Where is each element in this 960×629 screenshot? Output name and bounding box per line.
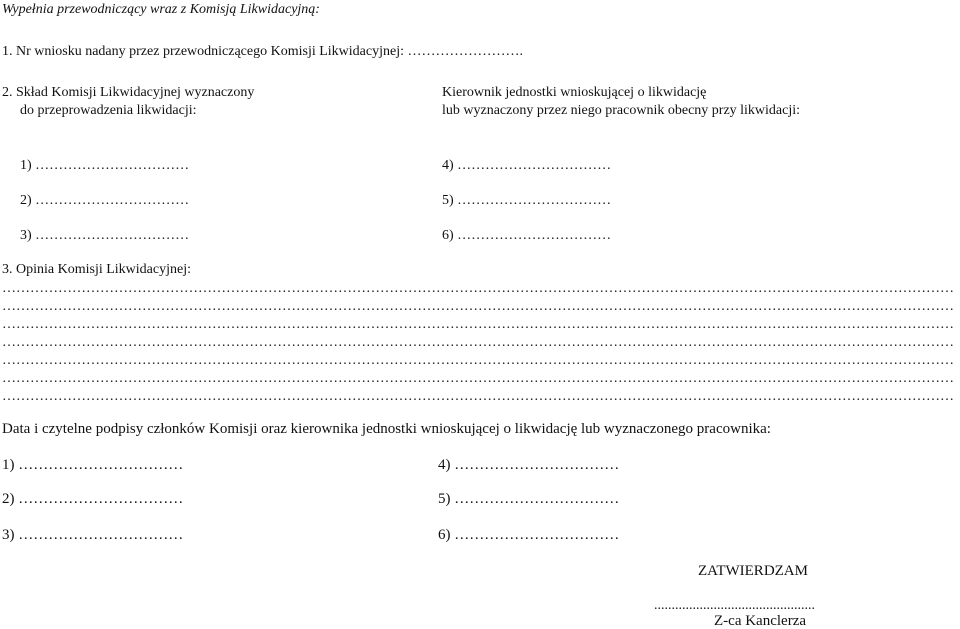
commission-composition-label-line1: 2. Skład Komisji Likwidacyjnej wyznaczony xyxy=(2,85,255,100)
opinion-label: 3. Opinia Komisji Likwidacyjnej: xyxy=(2,262,191,277)
signature-field-2[interactable]: 2) …………………………… xyxy=(2,491,184,507)
approve-signature-field[interactable]: .............................................. xyxy=(654,598,815,613)
opinion-line-4[interactable]: …………………………………………………………………………………………………………………………………………………………………………………… xyxy=(2,336,954,350)
form-header: Wypełnia przewodniczący wraz z Komisją Likwidacyjną: xyxy=(2,2,320,17)
signature-field-5[interactable]: 5) …………………………… xyxy=(438,491,620,507)
signature-field-6[interactable]: 6) …………………………… xyxy=(438,527,620,543)
member-field-1[interactable]: 1) …………………………… xyxy=(20,158,190,173)
signature-field-4[interactable]: 4) …………………………… xyxy=(438,457,620,473)
member-field-6[interactable]: 6) …………………………… xyxy=(442,228,612,243)
opinion-line-1[interactable]: …………………………………………………………………………………………………………………………………………………………………………………… xyxy=(2,282,954,296)
opinion-line-5[interactable]: …………………………………………………………………………………………………………………………………………………………………………………… xyxy=(2,354,954,368)
wniosek-number-line: 1. Nr wniosku nadany przez przewodniczącego Komisji Likwidacyjnej: ……………………. xyxy=(2,44,523,59)
unit-head-label-line2: lub wyznaczony przez niego pracownik obecny przy likwidacji: xyxy=(442,103,801,118)
opinion-line-3[interactable]: …………………………………………………………………………………………………………………………………………………………………………………… xyxy=(2,318,954,332)
member-field-3[interactable]: 3) …………………………… xyxy=(20,228,190,243)
unit-head-label-line1: Kierownik jednostki wnioskującej o likwidację xyxy=(442,85,707,100)
approver-title: Z-ca Kanclerza xyxy=(714,613,807,629)
member-field-5[interactable]: 5) …………………………… xyxy=(442,193,612,208)
opinion-line-6[interactable]: …………………………………………………………………………………………………………………………………………………………………………………… xyxy=(2,372,954,386)
approve-label: ZATWIERDZAM xyxy=(698,563,808,579)
member-field-4[interactable]: 4) …………………………… xyxy=(442,158,612,173)
opinion-line-2[interactable]: …………………………………………………………………………………………………………………………………………………………………………………… xyxy=(2,300,954,314)
member-field-2[interactable]: 2) …………………………… xyxy=(20,193,190,208)
signatures-label: Data i czytelne podpisy członków Komisji oraz kierownika jednostki wnioskującej o likwidację lub wyznaczonego pracownika: xyxy=(2,421,771,437)
signature-field-1[interactable]: 1) …………………………… xyxy=(2,457,184,473)
opinion-line-7[interactable]: …………………………………………………………………………………………………………………………………………………………………………………… xyxy=(2,390,954,404)
signature-field-3[interactable]: 3) …………………………… xyxy=(2,527,184,543)
commission-composition-label-line2: do przeprowadzenia likwidacji: xyxy=(20,103,197,118)
